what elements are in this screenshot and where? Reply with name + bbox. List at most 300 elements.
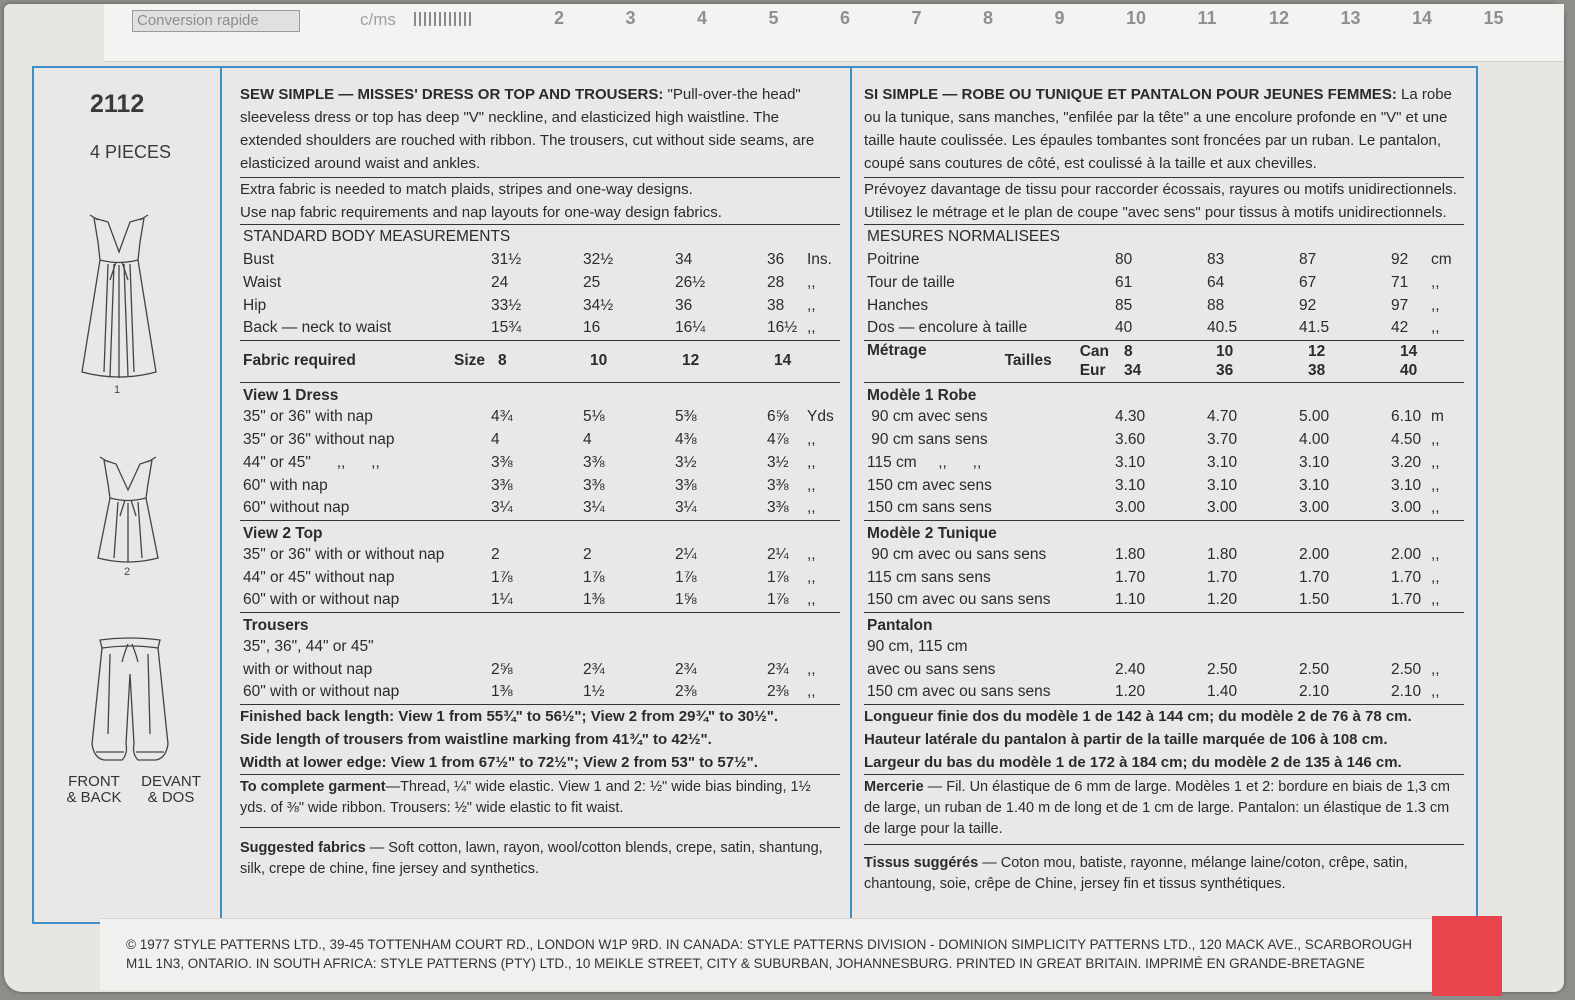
fabric-header-label: [864, 340, 1112, 382]
ruler-number: 3: [625, 8, 636, 28]
yardage-value: 1⅞: [764, 589, 804, 612]
fabric-section-title: Trousers: [243, 616, 309, 634]
french-fabrics: [864, 845, 1464, 895]
yardage-value: 1.70: [1299, 568, 1330, 586]
yardage-value: 1.70: [1207, 568, 1238, 586]
measurement-value: 38: [767, 296, 785, 314]
measurement-value: 83: [1207, 250, 1225, 268]
fabric-section-title: Modèle 1 Robe: [867, 386, 977, 404]
yardage-value: 3.20: [1391, 453, 1422, 471]
measurement-row: [240, 294, 840, 317]
fabric-required-label: Fabric required: [243, 352, 356, 369]
yardage-value: 2.10: [1296, 681, 1388, 704]
yardage-value: 1.70: [1115, 568, 1146, 586]
yardage-value: 1.50: [1296, 589, 1388, 612]
measurement-value: 85: [1115, 296, 1133, 314]
fabric-row: [864, 681, 1464, 704]
french-notions: [864, 775, 1464, 840]
fabric-row: [240, 497, 840, 520]
yardage-value: 2.00: [1299, 545, 1330, 563]
pattern-number: 2112: [90, 90, 145, 118]
measurements-title-row: [240, 225, 840, 248]
yardage-value: 1.20: [1204, 589, 1296, 612]
yardage-value: 3⅜: [491, 453, 513, 471]
fabric-width-label: 90 cm, 115 cm: [867, 637, 968, 655]
measurement-value: 88: [1207, 296, 1225, 314]
french-finished-measurements: [864, 705, 1464, 774]
yardage-value: 1.20: [1112, 681, 1204, 704]
can-label: Can: [1079, 343, 1109, 360]
yardage-value: 2.40: [1115, 660, 1146, 678]
fabric-width-label: 150 cm sans sens: [864, 497, 1112, 520]
yardage-value: 2⅝: [491, 660, 513, 678]
ruler-number: 6: [840, 8, 851, 28]
yardage-value: 2.50: [1391, 660, 1422, 678]
view1-label: 1: [114, 384, 121, 396]
yardage-value: [764, 635, 804, 658]
instruction-panel: [32, 66, 1478, 924]
french-description: La robe ou la tunique, sans manches, "enfilée par la tête" a une encolure profonde en "V" et une taille haute coulissée. Les épaules tombantes sont froncées par un ruban. Le pantalon, coupé sans coutures de côté, est coulissé à la taille et aux chevilles.: [864, 86, 1452, 172]
measurement-row: [864, 271, 1464, 294]
measurement-value: 87: [1299, 250, 1317, 268]
measurement-value: 36: [675, 296, 693, 314]
size-header: [1296, 340, 1388, 382]
yardage-value: 1.10: [1112, 589, 1204, 612]
yardage-value: 1⅞: [767, 568, 789, 586]
measurement-value: 97: [1391, 296, 1409, 314]
fabric-section-title: Pantalon: [867, 616, 933, 634]
english-notions-title: To complete garment: [240, 778, 386, 795]
yardage-value: [1296, 635, 1388, 658]
yardage-value: 3½: [767, 453, 789, 471]
french-note-2: Utilisez le métrage et le plan de coupe "avec sens" pour tissus à motifs unidirectionnels.: [864, 204, 1447, 221]
fabric-width-label: 150 cm avec ou sans sens: [864, 589, 1112, 612]
yardage-value: 2⅜: [764, 681, 804, 704]
fabric-width-label: 35" or 36" without nap: [243, 430, 395, 448]
fabric-row: [864, 405, 1464, 428]
finished-line: Largeur du bas du modèle 1 de 172 à 184 cm; du modèle 2 de 135 à 146 cm.: [864, 753, 1402, 771]
fabric-row: [864, 589, 1464, 612]
fabric-width-label: 90 cm avec ou sans sens: [867, 545, 1047, 563]
can-size: 10: [1216, 343, 1234, 360]
yardage-value: 4.70: [1207, 407, 1238, 425]
yardage-value: 2.00: [1391, 545, 1422, 563]
fabric-required-label: Métrage: [867, 342, 927, 359]
can-size: 14: [1400, 343, 1418, 360]
tailles-label: Tailles: [1004, 352, 1052, 370]
english-description: "Pull-over-the head" sleeveless dress or top has deep "V" neckline, and elasticized high waistline. The extended shoulders are rouched with ribbon. The trousers, cut without side seams, are elasticized around waist and ankles.: [240, 86, 815, 172]
fabric-section-title-row: [240, 612, 840, 635]
measurement-value: 34: [675, 250, 693, 268]
yardage-value: 6⅝: [767, 407, 789, 425]
yardage-unit: ,,: [804, 589, 840, 612]
yardage-value: 3.00: [1204, 497, 1296, 520]
yardage-unit: ,,: [1431, 453, 1440, 471]
yardage-value: 2: [583, 545, 592, 563]
trousers-illustration: [88, 634, 172, 774]
size-header: 10: [580, 340, 672, 382]
eur-label: Eur: [1079, 362, 1106, 379]
yardage-value: 3.10: [1115, 453, 1146, 471]
ruler-number: 2: [554, 8, 565, 28]
yardage-unit: [804, 635, 840, 658]
measurement-value: 16: [580, 317, 672, 340]
english-title: SEW SIMPLE — MISSES' DRESS OR TOP AND TROUSERS:: [240, 86, 664, 103]
english-fabrics-text: — Soft cotton, lawn, rayon, wool/cotton blends, crepe, satin, shantung, silk, crepe de chine, fine jersey and synthetics.: [240, 839, 823, 877]
measurement-label: Hanches: [867, 296, 929, 314]
finished-line: Side length of trousers from waistline marking from 41¾" to 42½".: [240, 730, 712, 748]
fabric-section-title-row: [864, 520, 1464, 543]
yardage-value: 3⅜: [583, 476, 605, 494]
measurement-label: Waist: [243, 273, 282, 291]
ruler-number: 11: [1197, 8, 1217, 28]
fabric-width-label: 60" without nap: [240, 497, 488, 520]
can-eur-label: [1080, 342, 1109, 380]
yardage-value: 3.70: [1207, 430, 1238, 448]
yardage-value: 1.80: [1207, 545, 1238, 563]
size-label: Size: [453, 352, 485, 369]
yardage-unit: ,,: [1428, 497, 1464, 520]
yardage-unit: [1428, 635, 1464, 658]
measurement-value: 32½: [583, 250, 614, 268]
yardage-unit: ,,: [804, 497, 840, 520]
fabric-row: [864, 497, 1464, 520]
english-note-2: Use nap fabric requirements and nap layouts for one-way design fabrics.: [240, 204, 722, 221]
measurement-value: 40: [1112, 317, 1204, 340]
yardage-value: 4: [491, 430, 500, 448]
ruler-number: 13: [1340, 8, 1361, 28]
front-back-label: [64, 774, 204, 806]
measurement-label: Back — neck to waist: [240, 317, 488, 340]
footer-line-1: © 1977 STYLE PATTERNS LTD., 39-45 TOTTENHAM COURT RD., LONDON W1P 9RD. IN CANADA: STYLE PATTERNS DIVISION - DOMINION SIMPLICITY PATTERNS LTD., 120 MACK AVE., SCARBOROUGH: [126, 937, 1412, 952]
yardage-value: 5⅛: [583, 407, 605, 425]
fabric-header-label: [240, 340, 488, 382]
measurements-title-row: [864, 225, 1464, 248]
fabric-width-label: 44" or 45" without nap: [243, 568, 395, 586]
yardage-value: [1204, 635, 1296, 658]
yardage-value: 4⅞: [767, 430, 789, 448]
yardage-unit: ,,: [1431, 430, 1440, 448]
measurement-value: 92: [1391, 250, 1409, 268]
measurement-value: 40.5: [1204, 317, 1296, 340]
measurement-value: 16¼: [672, 317, 764, 340]
measurement-value: 28: [767, 273, 785, 291]
measurement-unit: Ins.: [807, 250, 832, 268]
yardage-value: 1⅞: [583, 568, 605, 586]
english-fabrics-title: Suggested fabrics: [240, 839, 366, 856]
yardage-value: 2.50: [1207, 660, 1238, 678]
ruler-ticks: [414, 12, 474, 26]
measurement-row: [240, 317, 840, 340]
fabric-width-label: 35" or 36" with or without nap: [243, 545, 445, 563]
measurement-value: 34½: [583, 296, 614, 314]
eur-size: 36: [1216, 362, 1234, 379]
measurement-value: 61: [1115, 273, 1133, 291]
yardage-value: 3.10: [1207, 476, 1238, 494]
yardage-value: 3¼: [672, 497, 764, 520]
measurement-row: [864, 294, 1464, 317]
yardage-unit: ,,: [807, 568, 816, 586]
yardage-value: 1.80: [1115, 545, 1146, 563]
yardage-value: 2.50: [1299, 660, 1330, 678]
ruler-number: 8: [983, 8, 994, 28]
measurement-value: 16½: [764, 317, 804, 340]
fabric-row: [240, 681, 840, 704]
finished-line: Hauteur latérale du pantalon à partir de la taille marquée de 106 à 108 cm.: [864, 730, 1388, 748]
fabric-row: [240, 566, 840, 589]
yardage-value: 1⅜: [488, 681, 580, 704]
fabric-width-label: 115 cm ,, ,,: [867, 453, 982, 471]
yardage-unit: ,,: [807, 453, 816, 471]
yardage-value: 3⅜: [583, 453, 605, 471]
size-header: [1112, 340, 1204, 382]
size-header: 8: [488, 340, 580, 382]
yardage-value: 2: [491, 545, 500, 563]
pieces-count: 4 PIECES: [90, 142, 172, 162]
measurement-value: 42: [1388, 317, 1428, 340]
yardage-value: [1112, 635, 1204, 658]
measurement-unit: ,,: [1431, 273, 1440, 291]
yardage-value: 1.70: [1388, 589, 1428, 612]
yardage-value: 2¼: [767, 545, 789, 563]
header-unit-spacer: [804, 340, 840, 382]
yardage-value: 4⅜: [675, 430, 697, 448]
yardage-unit: ,,: [1428, 681, 1464, 704]
measurement-row: [864, 317, 1464, 340]
measurement-unit: ,,: [1428, 317, 1464, 340]
front-back-fr: DEVANT & DOS: [141, 773, 201, 806]
measurement-row: [864, 248, 1464, 271]
yardage-value: 4¾: [491, 407, 513, 425]
measurement-label: Hip: [243, 296, 267, 314]
finished-line: Width at lower edge: View 1 from 67½" to 72½"; View 2 from 53" to 57½".: [240, 753, 758, 771]
measurement-value: 67: [1299, 273, 1317, 291]
measurement-value: 25: [583, 273, 601, 291]
english-finished-measurements: [240, 705, 840, 774]
fabric-row: [864, 543, 1464, 566]
french-fabrics-title: Tissus suggérés: [864, 854, 979, 871]
english-fabric-table: [240, 225, 840, 705]
yardage-unit: ,,: [1428, 589, 1464, 612]
yardage-value: 3⅜: [491, 476, 513, 494]
measurement-value: 15¾: [488, 317, 580, 340]
yardage-unit: ,,: [807, 545, 816, 563]
red-tag: [1432, 916, 1502, 996]
yardage-value: 1½: [580, 681, 672, 704]
fabric-width-label: 35" or 36" with nap: [243, 407, 373, 425]
view1-dress-illustration: [74, 212, 164, 384]
fabric-section-title-row: [864, 612, 1464, 635]
french-intro: [864, 83, 1464, 175]
fabric-header-row: [864, 340, 1464, 382]
french-fabrics-text: — Coton mou, batiste, rayonne, mélange laine/coton, crêpe, satin, chantoung, soie, crêpe de Chine, jersey fin et tissus synthétiques.: [864, 854, 1408, 892]
fabric-width-label: 150 cm avec sens: [867, 476, 992, 494]
yardage-value: 1.70: [1391, 568, 1422, 586]
fabric-row: [864, 474, 1464, 497]
sidebar: [34, 68, 222, 922]
english-notions-text: —Thread, ¼" wide elastic. View 1 and 2: ½" wide bias binding, 1½ yds. of ⅜" wide ribbon. Trousers: ½" wide elastic to fit waist.: [240, 778, 811, 816]
header-unit-spacer: [1428, 340, 1464, 382]
ruler-number: 10: [1126, 8, 1147, 28]
measurement-row: [240, 271, 840, 294]
yardage-value: 3.00: [1296, 497, 1388, 520]
fabric-row: [240, 543, 840, 566]
can-size: 8: [1124, 343, 1133, 360]
fabric-section-title-row: [864, 382, 1464, 405]
yardage-unit: ,,: [1431, 476, 1440, 494]
pattern-envelope: [4, 4, 1564, 992]
yardage-value: 1⅝: [672, 589, 764, 612]
fabric-width-label: 90 cm avec sens: [867, 407, 988, 425]
yardage-unit: ,,: [804, 681, 840, 704]
view2-top-illustration: [90, 454, 166, 566]
measurement-unit: ,,: [804, 317, 840, 340]
measurement-unit: ,,: [1431, 296, 1440, 314]
yardage-unit: ,,: [807, 660, 816, 678]
yardage-unit: ,,: [807, 430, 816, 448]
english-column: [240, 68, 840, 922]
fabric-row: [864, 658, 1464, 681]
yardage-value: 3.60: [1115, 430, 1146, 448]
yardage-value: 2¾: [675, 660, 697, 678]
measurement-value: 36: [767, 250, 785, 268]
yardage-value: 2¾: [583, 660, 605, 678]
fabric-width-label: 90 cm sans sens: [867, 430, 988, 448]
fabric-row: [864, 428, 1464, 451]
french-fabric-table: [864, 225, 1464, 705]
yardage-value: 5⅜: [675, 407, 697, 425]
yardage-value: 2¼: [675, 545, 697, 563]
eur-size: 38: [1308, 362, 1326, 379]
fabric-width-label: avec ou sans sens: [867, 660, 996, 678]
measurement-value: 24: [491, 273, 509, 291]
english-fabrics: [240, 828, 840, 880]
measurement-value: 80: [1115, 250, 1133, 268]
fabric-row: [864, 566, 1464, 589]
fabric-width-label: 60" with or without nap: [240, 589, 488, 612]
yardage-value: 1⅜: [580, 589, 672, 612]
yardage-value: 3.00: [1112, 497, 1204, 520]
yardage-value: 3.10: [1299, 476, 1330, 494]
yardage-value: 2¾: [767, 660, 789, 678]
french-notions-title: Mercerie: [864, 778, 924, 795]
yardage-value: 2⅜: [672, 681, 764, 704]
front-back-en: FRONT & BACK: [66, 773, 122, 806]
yardage-value: 6.10: [1391, 407, 1422, 425]
finished-line: Finished back length: View 1 from 55¾" to 56½"; View 2 from 29¾" to 30½".: [240, 707, 779, 725]
fabric-width-label: 115 cm sans sens: [867, 568, 991, 586]
measurement-label: Tour de taille: [867, 273, 955, 291]
fabric-width-label: 60" with or without nap: [240, 681, 488, 704]
fabric-row: [864, 635, 1464, 658]
measurements-title: STANDARD BODY MEASUREMENTS: [243, 227, 511, 245]
yardage-unit: ,,: [1431, 660, 1440, 678]
measurement-unit: ,,: [807, 273, 816, 291]
yardage-value: 5.00: [1299, 407, 1330, 425]
fabric-width-label: with or without nap: [243, 660, 373, 678]
measurement-label: Dos — encolure à taille: [864, 317, 1112, 340]
yardage-value: 4.30: [1115, 407, 1146, 425]
fabric-section-title-row: [240, 382, 840, 405]
measurement-row: [240, 248, 840, 271]
yardage-unit: ,,: [1431, 545, 1440, 563]
ruler-unit: c/ms: [360, 10, 396, 29]
measurement-label: Poitrine: [867, 250, 920, 268]
fabric-header-row: [240, 340, 840, 382]
copyright-footer: [100, 918, 1440, 990]
yardage-value: 4.00: [1299, 430, 1330, 448]
fabric-row: [240, 474, 840, 497]
measurement-value: 92: [1299, 296, 1317, 314]
measurement-value: 41.5: [1296, 317, 1388, 340]
ruler-number: 12: [1269, 8, 1290, 28]
yardage-value: [672, 635, 764, 658]
english-notions: [240, 775, 840, 819]
ruler-label: Conversion rapide: [132, 10, 300, 32]
fabric-row: [240, 658, 840, 681]
ruler-number: 7: [911, 8, 922, 28]
measurement-value: 71: [1391, 273, 1409, 291]
yardage-value: 1⅞: [491, 568, 513, 586]
measurement-unit: cm: [1431, 250, 1452, 268]
measurement-value: 26½: [675, 273, 706, 291]
yardage-value: [488, 635, 580, 658]
fabric-width-label: 60" with nap: [243, 476, 328, 494]
yardage-unit: Yds: [807, 407, 834, 425]
measurements-title: MESURES NORMALISEES: [867, 227, 1060, 245]
fabric-row: [240, 589, 840, 612]
yardage-value: 4: [583, 430, 592, 448]
yardage-value: 4.50: [1391, 430, 1422, 448]
size-label: [1005, 342, 1109, 380]
yardage-value: 3.10: [1391, 476, 1422, 494]
measurement-unit: ,,: [807, 296, 816, 314]
yardage-value: 3.10: [1115, 476, 1146, 494]
french-notions-text: — Fil. Un élastique de 6 mm de large. Modèles 1 et 2: bordure en biais de 1,3 cm de large, un ruban de 1.40 m de long et de 1 cm de large. Pantalon: un élastique de 1.3 cm de large pour la taille.: [864, 778, 1450, 837]
measurement-value: 31½: [491, 250, 522, 268]
fabric-row: [240, 405, 840, 428]
french-column: [864, 68, 1464, 922]
column-divider: [850, 68, 852, 922]
fabric-section-title: Modèle 2 Tunique: [867, 524, 997, 542]
size-header: [1388, 340, 1428, 382]
yardage-value: 1¼: [488, 589, 580, 612]
yardage-value: 3.10: [1207, 453, 1238, 471]
ruler-number: 5: [768, 8, 779, 28]
fabric-row: [240, 428, 840, 451]
can-size: 12: [1308, 343, 1326, 360]
yardage-value: [580, 635, 672, 658]
fabric-section-title: View 2 Top: [243, 524, 323, 542]
size-header: 12: [672, 340, 764, 382]
yardage-value: 3⅜: [767, 476, 789, 494]
yardage-value: 3.10: [1299, 453, 1330, 471]
footer-line-2: M1L 1N3, ONTARIO. IN SOUTH AFRICA: STYLE PATTERNS (PTY) LTD., 10 MEIKLE STREET, CITY & SUBURBAN, JOHANNESBURG. PRINTED IN GREAT BRITAIN. IMPRIMÉ EN GRANDE-BRETAGNE: [126, 956, 1365, 971]
fabric-row: [240, 635, 840, 658]
ruler-number: 4: [697, 8, 708, 28]
yardage-value: 1.40: [1204, 681, 1296, 704]
yardage-value: 2.10: [1388, 681, 1428, 704]
yardage-value: 3¼: [488, 497, 580, 520]
yardage-value: 3⅜: [675, 476, 697, 494]
conversion-ruler: [104, 4, 1564, 62]
fabric-width-label: 35", 36", 44" or 45": [243, 637, 374, 655]
yardage-value: 3½: [675, 453, 697, 471]
fabric-section-title: View 1 Dress: [243, 386, 339, 404]
yardage-unit: ,,: [1431, 568, 1440, 586]
view2-label: 2: [124, 566, 131, 578]
yardage-unit: m: [1431, 407, 1444, 425]
